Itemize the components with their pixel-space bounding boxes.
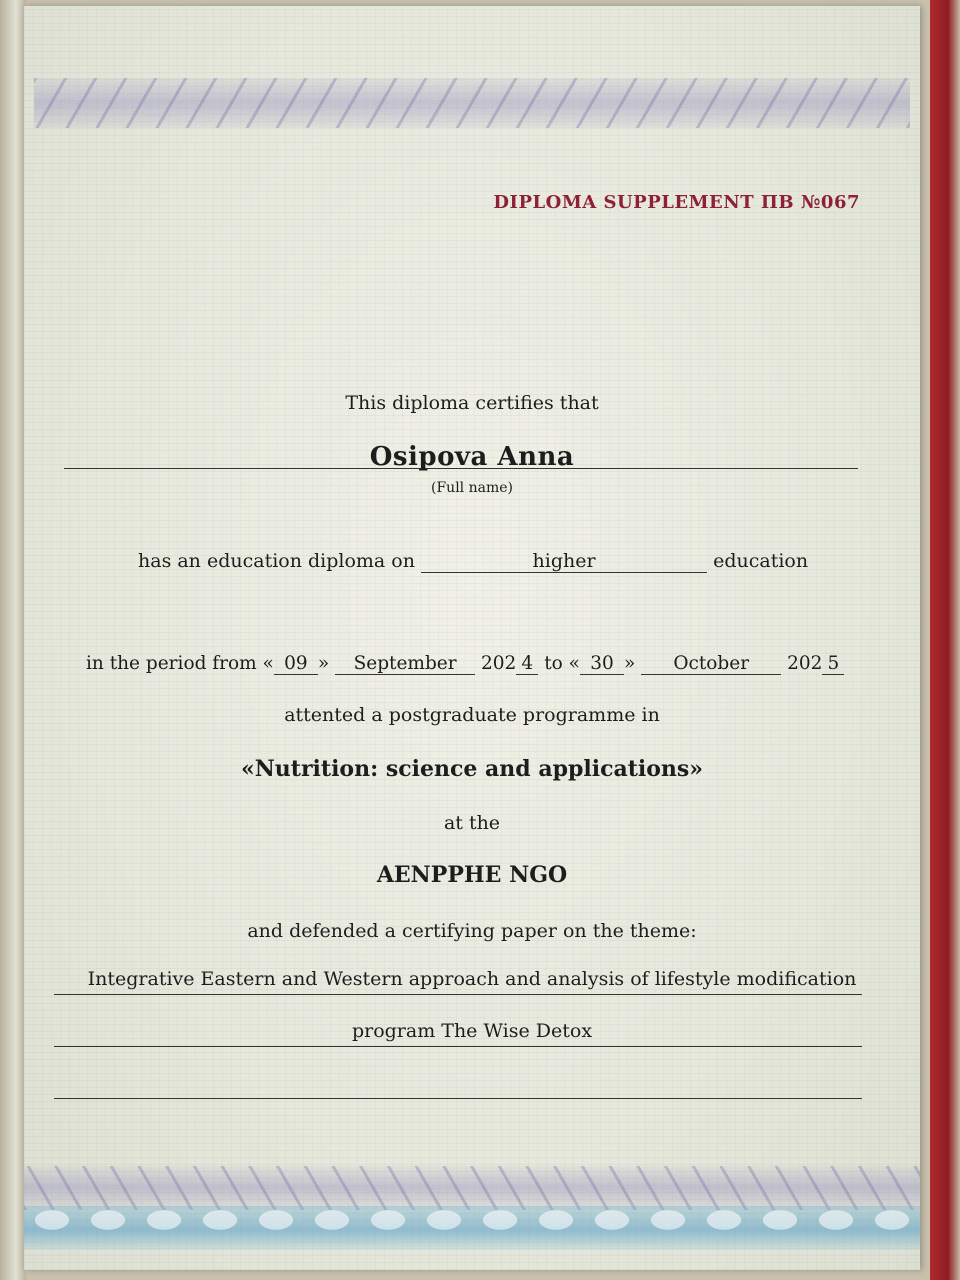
from-year-prefix: 202 xyxy=(480,653,517,674)
to-year-prefix: 202 xyxy=(787,653,823,674)
theme-line-1: Integrative Eastern and Western approach and analysis of lifestyle modification xyxy=(87,968,857,990)
to-year-digit: 5 xyxy=(822,653,844,675)
from-month: September xyxy=(335,653,475,675)
name-caption: (Full name) xyxy=(431,480,513,496)
theme-underline-3 xyxy=(54,1098,862,1099)
defended-text: and defended a certifying paper on the theme: xyxy=(247,920,697,942)
programme-title: «Nutrition: science and applications» xyxy=(240,756,704,782)
ornament-band-bottom xyxy=(24,1166,920,1210)
attended-text: attented a postgraduate programme in xyxy=(284,704,660,726)
period-row xyxy=(86,653,844,675)
from-close-quote: » xyxy=(317,653,330,674)
education-level: higher xyxy=(421,550,707,573)
to-month: October xyxy=(641,653,781,675)
certifies-text: This diploma certifies that xyxy=(345,392,599,414)
ornament-wave-bottom xyxy=(24,1206,920,1250)
ornament-band-top xyxy=(34,78,910,128)
at-text: at the xyxy=(443,812,501,834)
to-close-quote: » xyxy=(623,653,636,674)
from-day: 09 xyxy=(274,653,318,675)
left-page-edge xyxy=(0,0,26,1280)
theme-underline-2 xyxy=(54,1046,862,1047)
diploma-sheet xyxy=(24,6,920,1270)
education-row xyxy=(138,550,808,573)
to-day: 30 xyxy=(580,653,624,675)
education-suffix: education xyxy=(713,550,809,572)
cover-red-edge xyxy=(930,0,960,1280)
theme-underline-1 xyxy=(54,994,862,995)
to-text: to « xyxy=(544,653,580,674)
recipient-name: Osipova Anna xyxy=(369,442,575,472)
from-year-digit: 4 xyxy=(516,653,538,675)
period-prefix: in the period from « xyxy=(86,653,274,674)
education-prefix: has an education diploma on xyxy=(138,550,415,572)
organization-name: AENPPHE NGO xyxy=(376,862,568,888)
supplement-title: DIPLOMA SUPPLEMENT ПВ №067 xyxy=(493,192,860,213)
theme-line-2: program The Wise Detox xyxy=(351,1020,593,1042)
